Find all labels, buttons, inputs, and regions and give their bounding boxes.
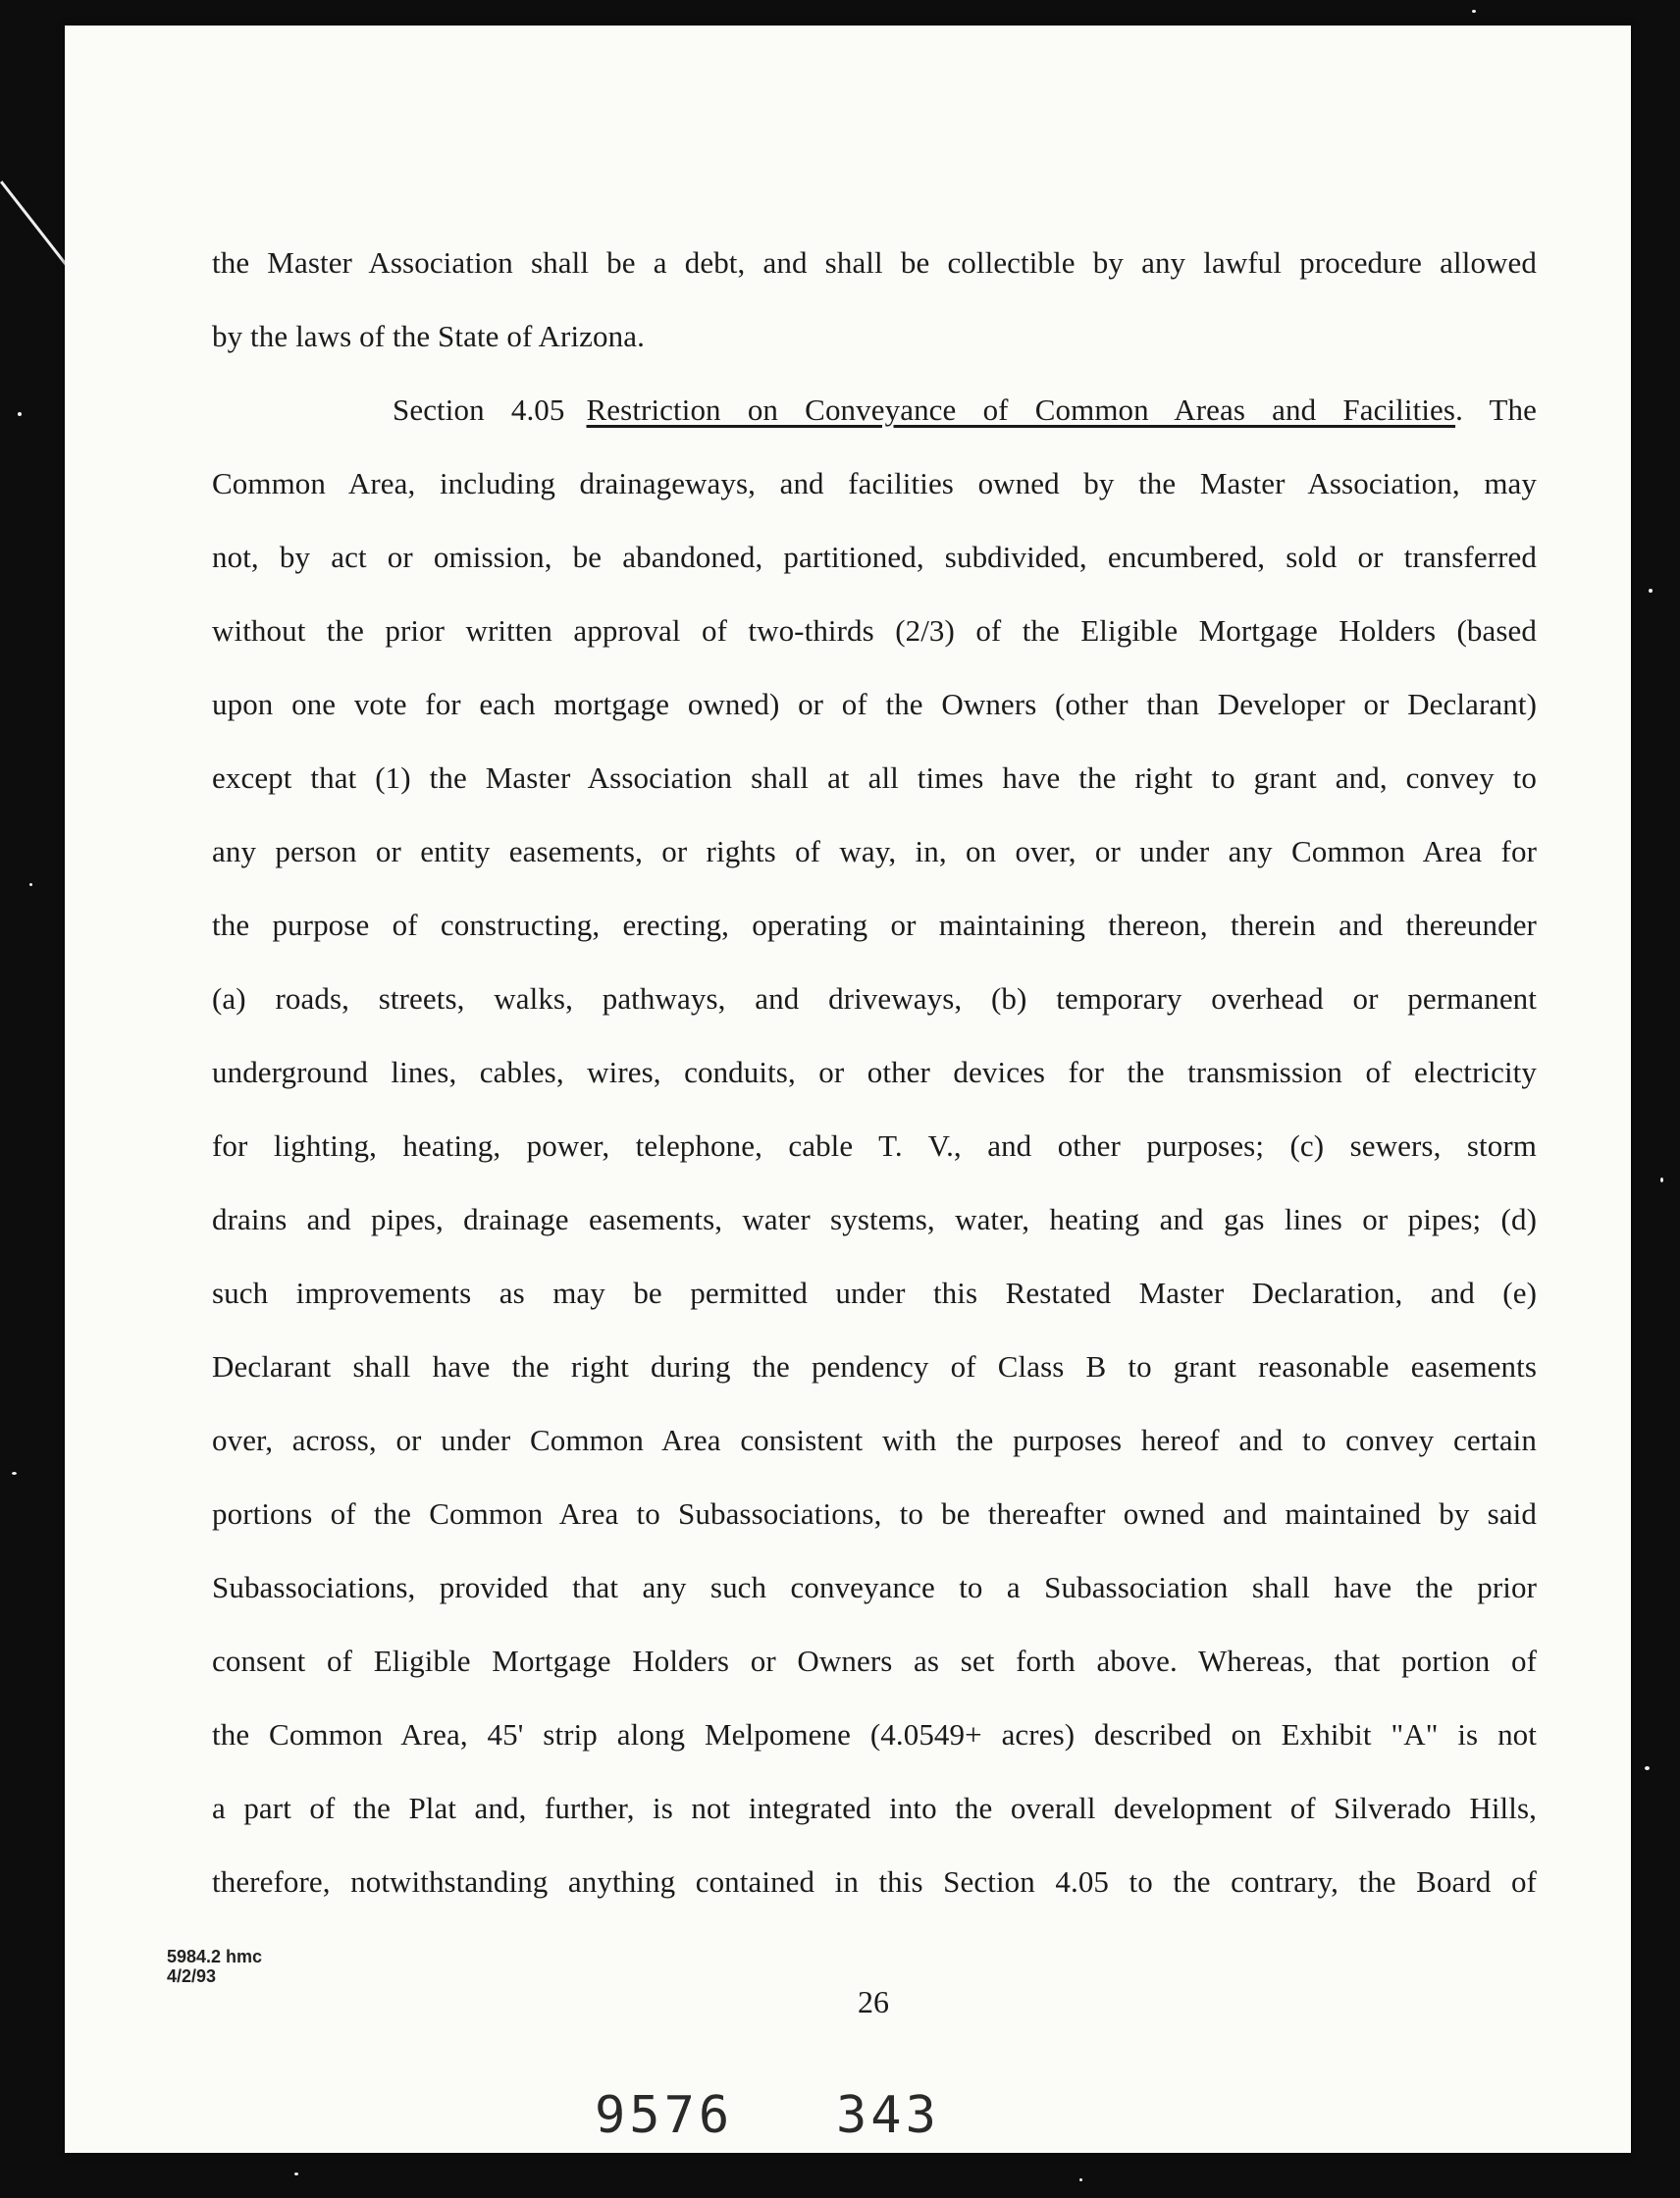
section-title: Restriction on Conveyance of Common Areas and Facilities — [586, 392, 1456, 427]
scan-speck — [294, 2172, 298, 2175]
document-code-id: 5984.2 hmc — [167, 1947, 263, 1966]
body-line: over, across, or under Common Area consistent with the purposes hereof and to convey certain — [212, 1423, 1537, 1457]
body-line: Declarant shall have the right during the pendency of Class B to grant reasonable easements — [212, 1349, 1537, 1384]
scan-speck — [1645, 1766, 1650, 1770]
scan-speck — [1472, 10, 1476, 13]
document-body — [212, 226, 1537, 1918]
body-line: Subassociations, provided that any such conveyance to a Subassociation shall have the prior — [212, 1570, 1537, 1604]
body-line: any person or entity easements, or rights of way, in, on over, or under any Common Area for — [212, 834, 1537, 868]
recording-stamp-book: 9576 — [595, 2086, 734, 2145]
body-line: upon one vote for each mortgage owned) or of the Owners (other than Developer or Declarant) — [212, 687, 1537, 721]
body-line: the purpose of constructing, erecting, operating or maintaining thereon, therein and thereunder — [212, 908, 1537, 942]
scan-speck — [18, 412, 22, 416]
page-number — [65, 1984, 1631, 2020]
body-line: not, by act or omission, be abandoned, partitioned, subdivided, encumbered, sold or transferred — [212, 540, 1537, 574]
body-line: a part of the Plat and, further, is not integrated into the overall development of Silverado Hills, — [212, 1791, 1537, 1825]
body-line: the Common Area, 45' strip along Melpomene (4.0549+ acres) described on Exhibit "A" is not — [212, 1717, 1537, 1752]
section-number: Section 4.05 — [393, 392, 565, 427]
recording-stamp-page: 343 — [836, 2086, 940, 2145]
scan-speck — [1079, 2178, 1082, 2181]
scan-speck — [12, 1472, 17, 1475]
body-line: portions of the Common Area to Subassociations, to be thereafter owned and maintained by said — [212, 1496, 1537, 1531]
body-line: consent of Eligible Mortgage Holders or Owners as set forth above. Whereas, that portion of — [212, 1644, 1537, 1678]
body-line: except that (1) the Master Association shall at all times have the right to grant and, convey to — [212, 760, 1537, 795]
body-line: drains and pipes, drainage easements, water systems, water, heating and gas lines or pipes; (d) — [212, 1202, 1537, 1236]
body-line: the Master Association shall be a debt, and shall be collectible by any lawful procedure allowed — [212, 245, 1537, 280]
scan-speck — [1660, 1178, 1663, 1182]
body-line: by the laws of the State of Arizona. — [212, 319, 645, 353]
body-line: for lighting, heating, power, telephone, cable T. V., and other purposes; (c) sewers, storm — [212, 1128, 1537, 1163]
body-line: (a) roads, streets, walks, pathways, and driveways, (b) temporary overhead or permanent — [212, 981, 1537, 1016]
body-line: without the prior written approval of two-thirds (2/3) of the Eligible Mortgage Holders (based — [212, 613, 1537, 648]
page-number-value: 26 — [858, 1984, 889, 2019]
document-code — [167, 1947, 262, 1986]
section-heading-line — [212, 373, 1537, 446]
document-page — [65, 26, 1631, 2153]
body-line: Common Area, including drainageways, and facilities owned by the Master Association, may — [212, 466, 1537, 500]
section-lead-text: . The — [1455, 392, 1538, 427]
scan-speck — [1649, 589, 1653, 593]
body-line: underground lines, cables, wires, conduits, or other devices for the transmission of electricity — [212, 1055, 1537, 1089]
body-line: such improvements as may be permitted under this Restated Master Declaration, and (e) — [212, 1276, 1537, 1310]
document-code-date: 4/2/93 — [167, 1966, 217, 1986]
scan-speck — [29, 883, 32, 886]
body-line: therefore, notwithstanding anything contained in this Section 4.05 to the contrary, the Board of — [212, 1864, 1537, 1899]
